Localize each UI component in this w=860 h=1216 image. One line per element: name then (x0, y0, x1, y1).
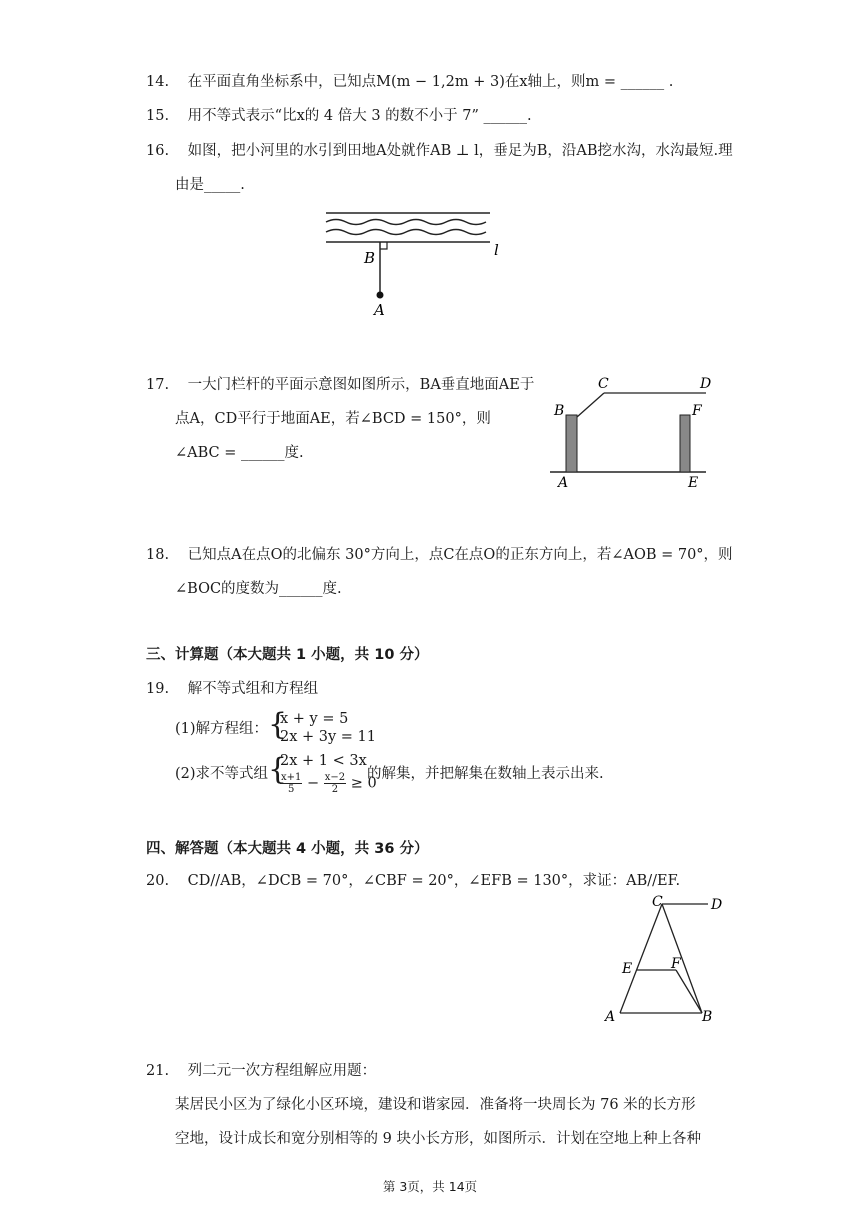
question-21-line2: 空地，设计成长和宽分别相等的 9 块小长方形，如图所示．计划在空地上种上各种 (175, 1131, 701, 1147)
question-text-line1: 一大门栏杆的平面示意图如图所示，BA垂直地面AE于 (187, 377, 535, 393)
brace: { (268, 752, 288, 787)
question-number: 17. (146, 377, 170, 393)
figure-17-gate (548, 373, 718, 493)
q19-p1-eq2: 2x + 3y = 11 (280, 729, 377, 745)
page-footer: 第 3页，共 14页 (382, 1179, 478, 1194)
label-D: D (711, 897, 723, 913)
label-F: F (671, 956, 681, 972)
label-D: D (700, 376, 712, 392)
question-number: 14. (146, 74, 170, 90)
fraction: $\frac{x-2}{2}$ (324, 772, 346, 795)
question-14 (146, 72, 673, 92)
q19-part2-prefix: (2)求不等式组 (175, 766, 269, 782)
q19-p2-eq2: $\frac{x+1}{5}$ − $\frac{x-2}{2}$ ≥ 0 (281, 772, 377, 795)
question-text-line1: 如图，把小河里的水引到田地A处就作AB ⊥ l，垂足为B，沿AB挖水沟，水沟最短.理 (187, 143, 733, 159)
question-19 (146, 679, 318, 699)
question-18 (146, 545, 733, 565)
question-17 (146, 375, 534, 395)
q19-p1-eq1: x + y = 5 (280, 711, 349, 727)
q19-p2-eq1: 2x + 1 < 3x (280, 753, 367, 769)
question-number: 19. (146, 681, 170, 697)
label-C: C (652, 894, 663, 910)
q19-part2-suffix: 的解集，并把解集在数轴上表示出来. (367, 766, 604, 782)
question-number: 20. (146, 873, 170, 889)
question-text: CD//AB，∠DCB = 70°，∠CBF = 20°，∠EFB = 130°，求证：AB//EF. (187, 873, 681, 889)
brace: { (268, 707, 288, 742)
section-title-4: 四、解答题（本大题共 4 小题，共 36 分） (146, 841, 429, 857)
question-18-line2: ∠BOC的度数为______度. (175, 581, 342, 597)
label-A: A (374, 301, 385, 319)
question-text: 列二元一次方程组解应用题： (187, 1063, 377, 1079)
question-number: 15. (146, 108, 170, 124)
question-16 (146, 141, 733, 161)
question-21 (146, 1061, 376, 1081)
question-text: 用不等式表示“比x的 4 倍大 3 的数不小于 7” ______. (187, 108, 532, 124)
question-text: 解不等式组和方程组 (187, 681, 319, 697)
fraction: $\frac{x+1}{5}$ (281, 772, 302, 795)
figure-20-triangle (600, 890, 735, 1030)
question-number: 18. (146, 547, 170, 563)
question-17-line2: 点A，CD平行于地面AE，若∠BCD = 150°，则 (175, 411, 491, 427)
question-21-line1: 某居民小区为了绿化小区环境，建设和谐家园．准备将一块周长为 76 米的长方形 (175, 1097, 696, 1113)
q19-part1-prefix: (1)解方程组： (175, 721, 269, 737)
question-text-line1: 已知点A在点O的北偏东 30°方向上，点C在点O的正东方向上，若∠AOB = 70°，则 (187, 547, 733, 563)
label-l: l (494, 241, 499, 259)
section-title-3: 三、计算题（本大题共 1 小题，共 10 分） (146, 647, 429, 663)
label-F: F (692, 403, 702, 419)
question-15 (146, 106, 532, 126)
question-17-line3: ∠ABC = ______度. (175, 445, 304, 461)
question-number: 21. (146, 1063, 170, 1079)
question-number: 16. (146, 143, 170, 159)
question-text: 在平面直角坐标系中，已知点M(m − 1,2m + 3)在x轴上，则m = ______ . (187, 74, 674, 90)
figure-16-river (318, 205, 508, 320)
label-E: E (688, 475, 699, 491)
label-B: B (364, 249, 376, 267)
label-B: B (554, 403, 565, 419)
question-20 (146, 871, 680, 891)
label-E: E (622, 961, 633, 977)
label-A: A (558, 475, 569, 491)
question-16-line2: 由是_____. (175, 177, 245, 193)
label-B: B (702, 1009, 713, 1025)
label-A: A (605, 1009, 616, 1025)
label-C: C (598, 376, 609, 392)
